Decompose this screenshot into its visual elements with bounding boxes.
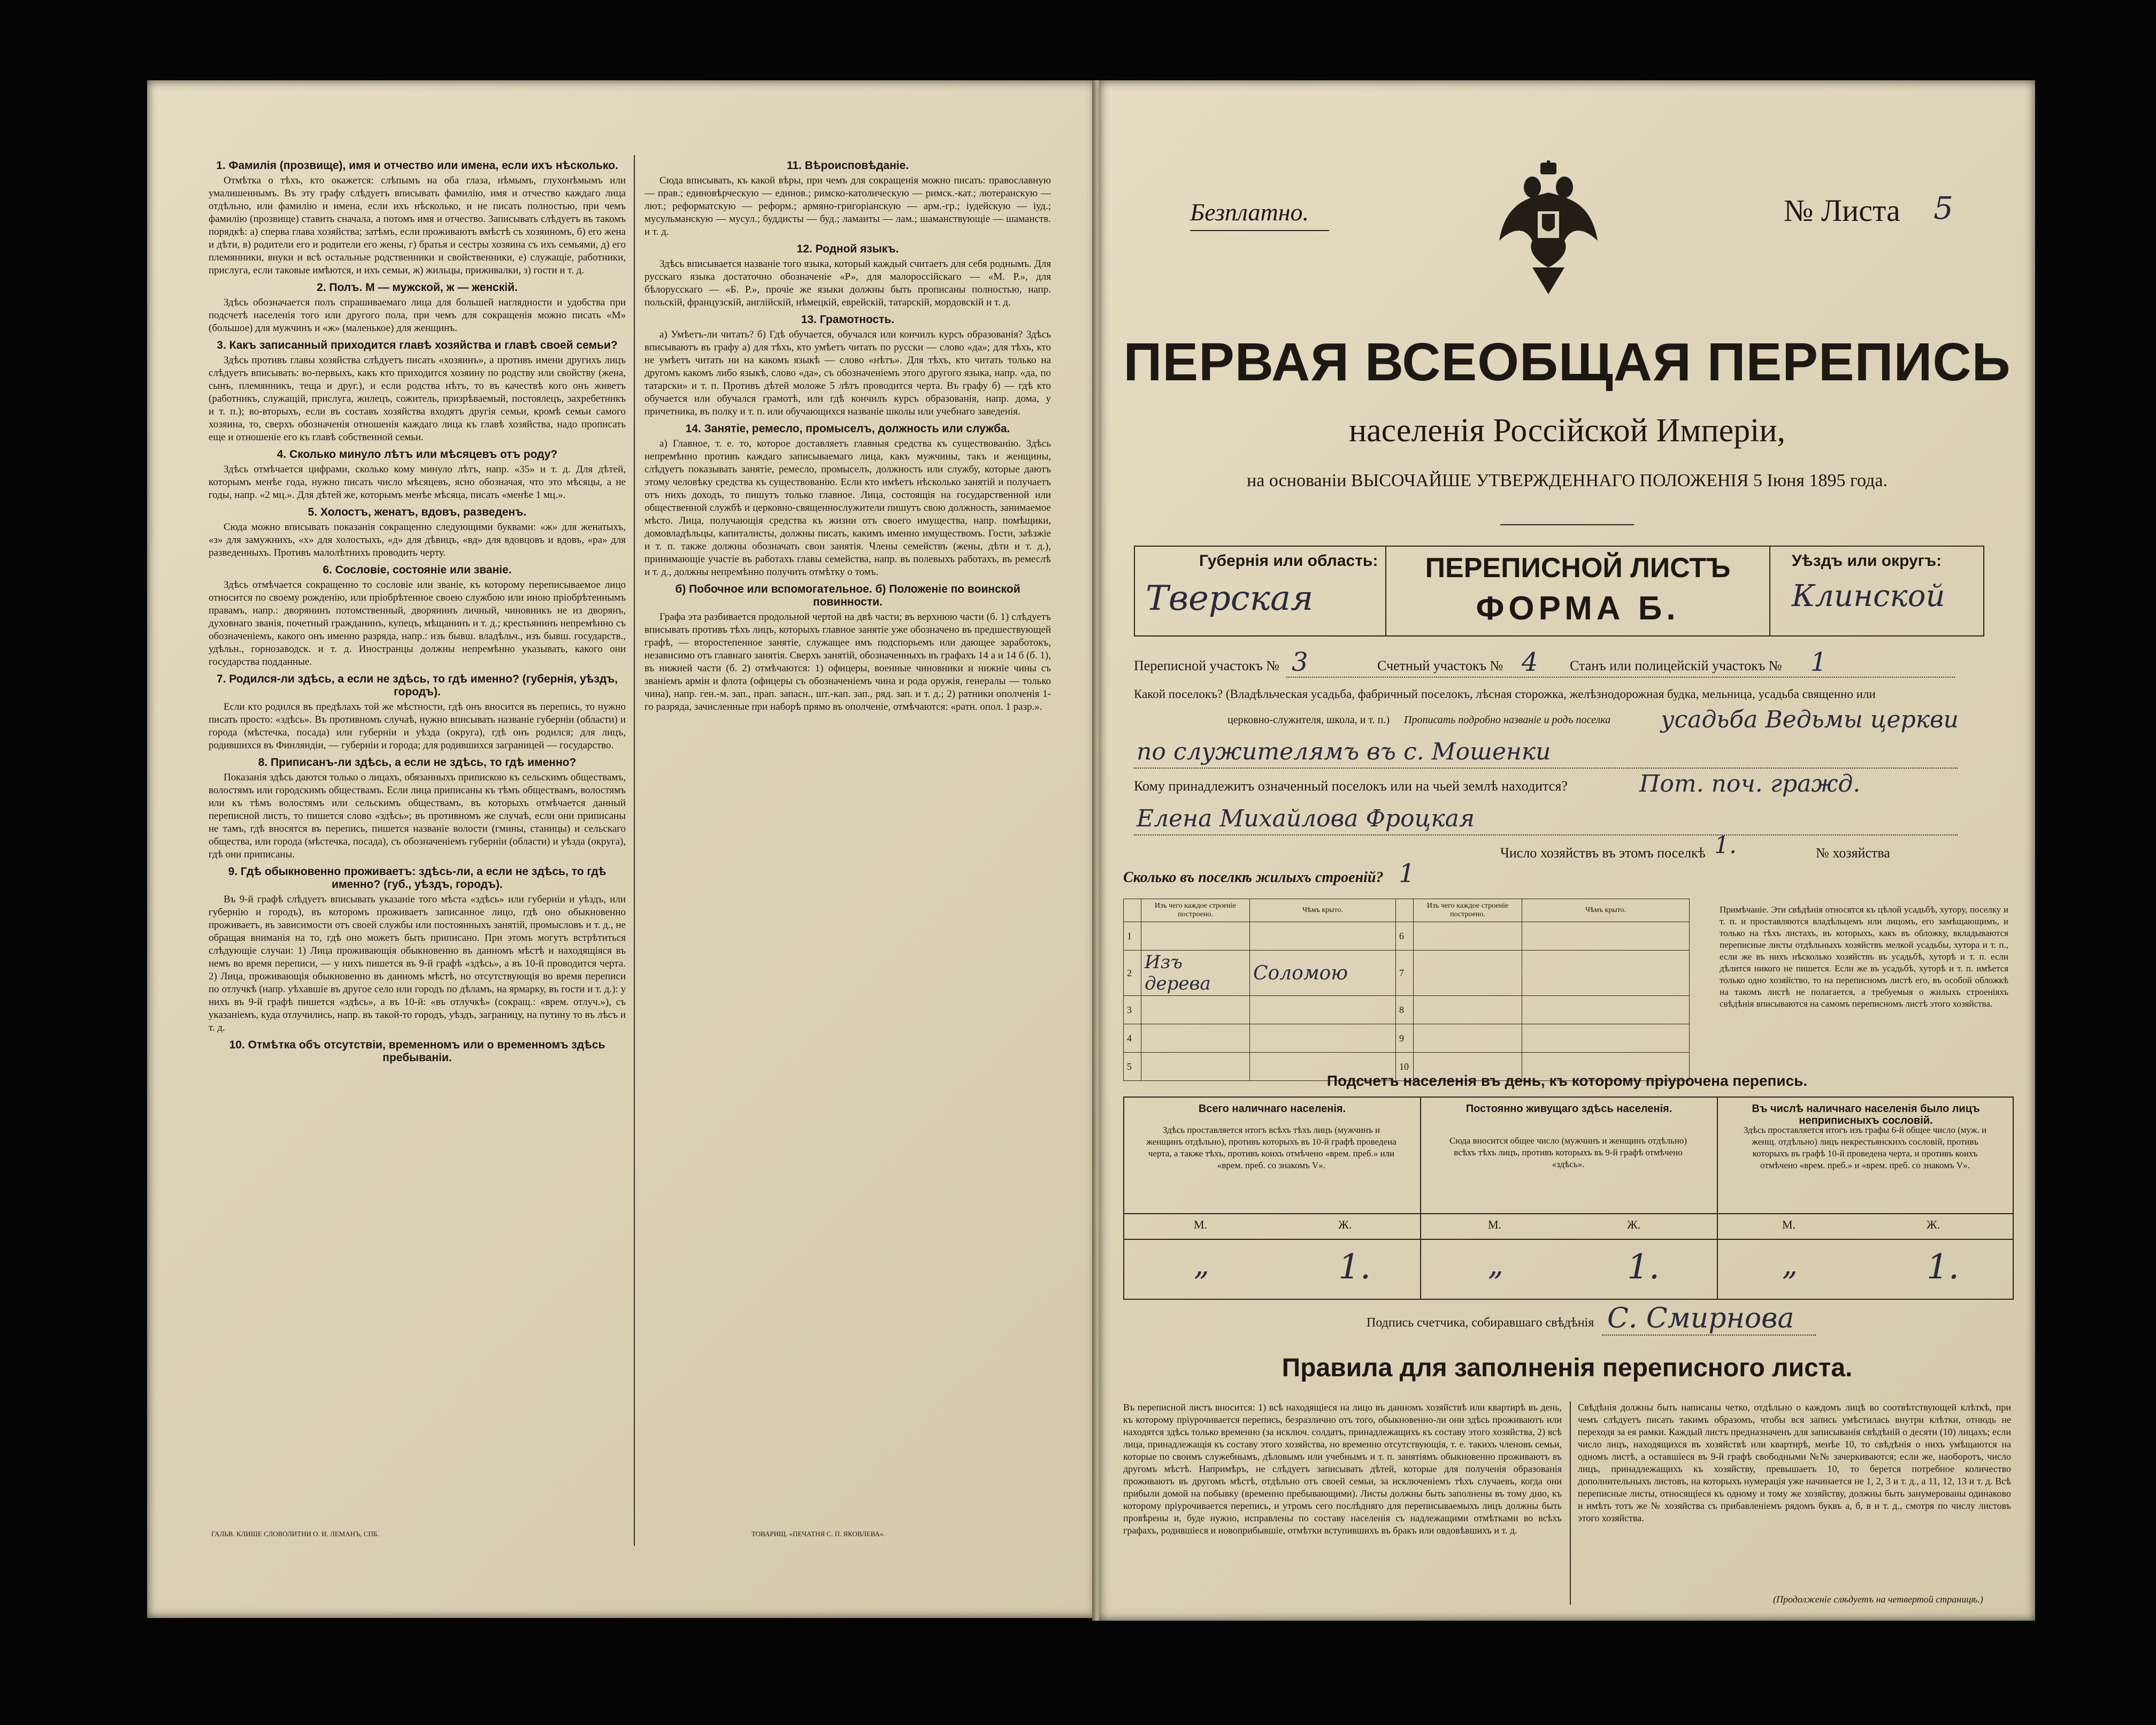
uezd-value: Клинской <box>1792 579 1945 614</box>
poselok-value: усадьба Ведьмы церкви <box>1661 706 1959 733</box>
m-label-3: М. <box>1782 1218 1796 1231</box>
participants-field-line <box>1286 677 1955 678</box>
instruction-2: 2. Полъ. М — мужской, ж — женскій. Здѣсь обозначается полъ спрашиваемаго лица для большей наглядности и удобства при подсчетѣ населенія того или другого пола, при чемъ для сокращенія можно писать «М» (большое) для мужчинъ и «ж» (маленькое) для женщинъ. <box>209 281 626 334</box>
zh-label-1: Ж. <box>1338 1218 1352 1231</box>
count-total-m: „ <box>1194 1247 1210 1282</box>
instruction-4: 4. Сколько минуло лѣтъ или мѣсяцевъ отъ роду? Здѣсь отмѣчается цифрами, сколько кому минуло лѣтъ, напр. «35» и т. д. Для дѣтей, которымъ менѣе года, нужно писать число мѣсяцевъ, ясно обозначая, что это мѣсяцы, а не годы, напр. «2 мц.». Для дѣтей же, которымъ менѣе мѣсяца, писать «менѣе 1 мц.». <box>209 448 626 501</box>
right-page <box>1099 80 2035 1621</box>
poselok-value-2: по служителямъ въ с. Мошенки <box>1137 738 1551 765</box>
count-col-3-desc: Здѣсь проставляется итогъ изъ графы 6-й общее число (муж. и женщ. отдѣльно) лицъ некрестьянскихъ сословій, противъ которыхъ въ графѣ 10-й проведена черта, и противъ коихъ отмѣчено «врем. преб.» и «врем. преб. со знакомъ V». <box>1743 1125 1987 1170</box>
free-label-underline <box>1190 230 1329 231</box>
column-divider <box>634 155 635 1546</box>
signature-label: Подпись счетчика, собиравшаго свѣдѣнія <box>1367 1316 1594 1330</box>
buildings-table <box>1123 899 1690 1081</box>
poselok-label: Какой поселокъ? (Владѣльческая усадьба, фабричный поселокъ, лѣсная сторожка, желѣзнодорожная будка, мельница, усадьба священно или <box>1134 687 1876 701</box>
komu-value-2: Елена Михайлова Фроцкая <box>1137 805 1475 832</box>
buildings-note: Примѣчаніе. Эти свѣдѣнія относятся къ цѣлой усадьбѣ, хутору, поселку и т. п. и проставляются владѣльцемъ или лицомъ, его замѣщающимъ, и только на тѣхъ листахъ, въ которыхъ, какъ въ обложку, вкладываются переписные листы отдѣльныхъ хозяйствъ мелкой усадьбы, хутора и т. п., если же въ нихъ нѣсколько хозяйствъ въ усадьбѣ, хуторѣ и т. п. если дѣлится никого не пишется. Если же въ усадьбѣ, хуторѣ и т. п. имѣется только одно хозяйство, то на переписномъ листѣ его, въ особой обложкѣ на такомъ листѣ не полагается, а требуемыя о жилыхъ строеніяхъ свѣдѣнія вписываются на самомъ переписномъ листѣ этого хозяйства. <box>1720 904 2008 1009</box>
komu-value: Пот. поч. гражд. <box>1639 770 1861 798</box>
count-col-3-title: Въ числѣ наличнаго населенія было лицъ неприписныхъ сословій. <box>1752 1103 1980 1126</box>
count-col-2-desc: Сюда вносится общее число (мужчинъ и женщинъ отдѣльно) всѣхъ тѣхъ лицъ, противъ которыхъ въ 9-й графѣ отмѣчено «здѣсь». <box>1449 1136 1687 1169</box>
stroeniy-value: 1 <box>1399 858 1415 888</box>
instructions-column-left <box>209 155 626 1492</box>
m-label-2: М. <box>1488 1218 1502 1231</box>
instruction-11: 11. Вѣроисповѣданіе. Сюда вписывать, къ какой вѣры, при чемъ для сокращенія можно писать: православную — прав.; единовѣрческую — единов.; римско-католическую — римск.-кат.; лютеранскую — лют.; реформатскую — реформ.; армяно-григоріанскую — арм.-гр.; іудейскую — іуд.; мусульманскую — мусул.; буддисты — буд.; ламаиты — лам.; шаманствующіе — шаманств. и т. д. <box>645 159 1051 237</box>
uezd-label: Уѣздъ или округъ: <box>1792 552 1942 570</box>
count-nonpeasant-m: „ <box>1782 1247 1798 1282</box>
instruction-15: б) Побочное или вспомогательное. б) Положеніе по воинской повинности. Графа эта разбивается продольной чертой на двѣ части; въ верхнюю части (б. 1) слѣдуетъ вписывать противъ тѣхъ лицъ, которыхъ главное занятіе уже обозначено въ предшествующей графѣ, — второстепенное занятіе, служащее имъ подспорьемъ или дающее заработокъ, независимо отъ главнаго занятія. Сверхъ занятій, обозначенныхъ въ графахъ 14 а и 14 б (б. 1), въ нижней части (б. 2) отмѣчаются: 1) офицеры, военные чиновники и нижніе чины съ званіемъ армін и флота (офицеры съ обозначеніемъ чина и рода оружія, генералы — только чина), напр. ген.-м. зап., прап. запасн., шт.-кап. зап., ряд. зап. и т. д.; 2) ратники ополченія 1-го разряда, зачисленные при наборѣ прямо въ ополченіе, отмѣчаются: «ратн. опол. 1 разр.». <box>645 583 1051 712</box>
building-row: 2 Изъ дерева Соломою 7 <box>1124 950 1690 996</box>
instruction-13: 13. Грамотность. а) Умѣетъ-ли читать? б) Гдѣ обучается, обучался или кончилъ курсъ образованія? Здѣсь вписываютъ въ графу а) для тѣхъ, кто умѣетъ читать по русски — слово «да»; для тѣхъ, кто не умѣетъ читать ни на какомъ языкѣ — слово «нѣтъ». Для тѣхъ, кто читать только на другомъ какомъ либо языкѣ, слово «да», съ обозначеніемъ этого другого языка, напр. «да, по татарски» и т. п. Противъ дѣтей моложе 5 лѣтъ проводится черта. Въ графу б) — гдѣ кто обучается или обучался грамотѣ, или гдѣ кончилъ курсъ образованія, напр. дома, у причетника, въ полку и т. п. или обучающихся названіе школы или учебнаго заведенія. <box>645 313 1051 417</box>
uchastok-value: 3 <box>1292 647 1308 677</box>
printer-imprint-right: ТОВАРИЩ. «ПЕЧАТНЯ С. П. ЯКОВЛЕВА». <box>751 1530 885 1538</box>
count-col-1-desc: Здѣсь проставляется итогъ всѣхъ тѣхъ лицъ (мужчинъ и женщинъ отдѣльно), противъ которыхъ въ 10-й графѣ проведена черта, а также тѣхъ, противъ коихъ отмѣчено «врем. преб.» или «врем. преб. со знакомъ V». <box>1146 1125 1397 1170</box>
stan-label: Станъ или полицейскій участокъ № <box>1570 658 1782 673</box>
count-col-1-title: Всего наличнаго населенія. <box>1198 1103 1346 1115</box>
uchastok-label: Переписной участокъ № <box>1134 658 1280 673</box>
left-page <box>147 80 1096 1618</box>
count-nonpeasant-zh: 1. <box>1927 1247 1960 1287</box>
zh-label-3: Ж. <box>1927 1218 1940 1231</box>
sheet-number-label: № Листа <box>1784 193 1900 228</box>
continued-note: (Продолженіе слѣдуетъ на четвертой страницѣ.) <box>1773 1594 1983 1605</box>
building-roof-header: Чѣмъ крыто. <box>1250 899 1396 922</box>
count-total-zh: 1. <box>1338 1247 1371 1287</box>
schetny-value: 4 <box>1522 647 1538 677</box>
hozyaistv-value: 1. <box>1714 832 1737 859</box>
gubernia-value: Тверская <box>1146 579 1314 618</box>
building-row: 5 10 <box>1124 1053 1690 1081</box>
count-permanent-zh: 1. <box>1627 1247 1660 1287</box>
printer-imprint-left: ГАЛЬВ. КЛИШЕ СЛОВОЛИТНИ О. И. ЛЕМАНЪ, СПБ. <box>211 1530 379 1538</box>
count-table <box>1123 1097 2014 1300</box>
building-roof-header-2: Чѣмъ крыто. <box>1522 899 1690 922</box>
zh-label-2: Ж. <box>1627 1218 1641 1231</box>
count-title: Подсчетъ населенія въ день, къ которому пріурочена перепись. <box>1326 1072 1808 1089</box>
hozyaistv-label: Число хозяйствъ въ этомъ поселкѣ <box>1500 845 1706 861</box>
instruction-6: 6. Сословіе, состояніе или званіе. Здѣсь отмѣчается сокращенно то сословіе или званіе, къ которому переписываемое лицо относится по своему рожденію, или пріобрѣтенное своею службою или иною пріобрѣтеннымъ правамъ, напр.: дворянинъ потомственный, дворянинъ личный, чиновникъ не из дворянъ, духовнаго званія, почетный гражданинъ, купецъ, мѣщанинъ и т. д.; крестьянинъ непремѣнно съ обозначеніемъ, какого онъ именно разряда, напр.: изъ бывш. владѣльч., изъ бывш. государств., удѣльн., горнозаводск. и т. д. Иностранцы должны непремѣнно указывать, какого они государства подданные. <box>209 564 626 668</box>
building-material-header-2: Изъ чего каждое строеніе построено. <box>1414 899 1522 922</box>
signature-field-line <box>1602 1335 1816 1336</box>
rules-title: Правила для заполненія переписного листа. <box>1282 1354 1853 1382</box>
rules-divider <box>1570 1401 1571 1605</box>
building-row: 1 6 <box>1124 922 1690 950</box>
count-col-2-title: Постоянно живущаго здѣсь населенія. <box>1466 1103 1672 1115</box>
instruction-7: 7. Родился-ли здѣсь, а если не здѣсь, то гдѣ именно? (губернія, уѣздъ, городъ). Если кто родился въ предѣлахъ той же мѣстности, гдѣ онъ вносится въ перепись, то нужно писать просто: «здѣсь». Въ противномъ случаѣ, нужно вписывать названіе губерніи (области) и города (мѣстечка, посада) или губерніи и уѣзда (округа), гдѣ онъ родился; для лицъ, родившихся въ Финляндіи, — губерніи и города; для родившихся заграницей — государство. <box>209 673 626 751</box>
instruction-3: 3. Какъ записанный приходится главѣ хозяйства и главѣ своей семьи? Здѣсь противъ главы хозяйства слѣдуетъ писать «хозяинъ», а противъ имени другихъ лицъ слѣдуетъ вписывать: во-первыхъ, какъ кто приходится хозяину по родству или свойству (жена, сынъ, племянникъ, теща и друг.), и если родства нѣтъ, то въ качествѣ кого онъ живетъ (работникъ, служащій, прислуга, жилецъ, сожитель, призрѣваемый, постоялецъ, захребетникъ и т. п.); во-вторыхъ, если въ составъ хозяйства входятъ другія семьи, кромѣ семьи самого хозяина, то, сверхъ обозначенія отношенія каждаго лица къ главѣ хозяйства, надо прописать еще и отношеніе его къ главѣ собственной семьи. <box>209 339 626 443</box>
instruction-9: 9. Гдѣ обыкновенно проживаетъ: здѣсь-ли, а если не здѣсь, то гдѣ именно? (губ., уѣздъ, городъ). Въ 9-й графѣ слѣдуетъ вписывать указаніе того мѣста «здѣсь» или губерніи и уѣздъ, или губернію и городъ), въ которомъ проживаетъ записанное лицо, гдѣ оно обыкновенно проживаетъ, въ зависимости отъ своей службы или постоянныхъ занятій, промысловъ и т. д., не обращая вниманія на то, гдѣ оно можетъ быть приписано. При этомъ могутъ встрѣтиться слѣдующіе случаи: 1) Лица проживающія обыкновенно въ данномъ мѣстѣ и находящіяся въ немъ во время переписи, — у нихъ пишется въ 9-й графѣ «здѣсь», а въ 10-й проводится черта. 2) Лица, проживающія обыкновенно въ данномъ мѣстѣ, но отсутствующія во время переписи по отлучкѣ (напр. уѣхавшіе въ другое село или городъ по дѣламъ, на ярмарку, въ гости и т. д.): у нихъ въ 9-й графѣ пишется «здѣсь», а въ 10-й: «въ отлучкѣ» (сокращ.: «врем. отлуч.»), съ указаніемъ, куда отлучились, напр. въ такой-то городъ, уѣздъ, заграницу, на путину то въ лѣсъ и т. д. <box>209 865 626 1033</box>
poselok-label-2: церковно-служителя, школа, и т. п.) <box>1227 714 1390 726</box>
building-row: 4 9 <box>1124 1024 1690 1053</box>
form-title-box <box>1385 546 1770 637</box>
instructions-column-right <box>645 155 1051 1492</box>
gubernia-label: Губернія или область: <box>1199 552 1378 570</box>
instruction-12: 12. Родной языкъ. Здѣсь вписывается названіе того языка, который каждый считаетъ для себя роднымъ. Для русскаго языка достаточно обозначеніе «Р», для малороссійскаго — «М. Р.», для бѣлорусскаго — «Б. Р.», прочіе же языки должны быть прописаны полностью, напр. польскій, французскій, англійскій, нѣмецкій, еврейскій, татарскій, мордовскій и т. д. <box>645 243 1051 308</box>
instruction-5: 5. Холостъ, женатъ, вдовъ, разведенъ. Сюда можно вписывать показанія сокращенно следующими буквами: «ж» для женатыхъ, «з» для замужнихъ, «х» для холостыхъ, «д» для дѣвицъ, «вд» для вдовцовъ и вдовъ, «ра» для разведенныхъ. Противъ малолѣтнихъ проводить черту. <box>209 506 626 558</box>
schetny-label: Счетный участокъ № <box>1377 658 1503 673</box>
hoz-no-label: № хозяйства <box>1816 845 1890 861</box>
komu-label: Кому принадлежитъ означенный поселокъ или на чьей землѣ находится? <box>1134 778 1568 794</box>
sheet-number-value: 5 <box>1934 190 1953 226</box>
instruction-8: 8. Приписанъ-ли здѣсь, а если не здѣсь, то гдѣ именно? Показанія здѣсь даются только о лицахъ, обязанныхъ припискою къ сельскимъ обществамъ, волостямъ или городскимъ обществамъ. Если лица приписаны къ тѣмъ обществамъ, волостямъ или къ тѣмъ волостямъ или сельскимъ обществамъ, въ которыхъ отмѣчается данный переписной листъ, то пишется слово «здѣсь»; въ противномъ же случаѣ, если они приписаны не тамъ, гдѣ вносятся въ перепись, пишется названіе волости (гмины, станицы) и сельскаго общества, или города (мѣстечка, посада), съ обозначеніемъ губерніи (области) и уѣзда (округа), гдѣ они приписаны. <box>209 756 626 860</box>
instruction-1: 1. Фамилія (прозвище), имя и отчество или имена, если ихъ нѣсколько. Отмѣтка о тѣхъ, кто окажется: слѣпымъ на оба глаза, нѣмымъ, глухонѣмымъ или умалишеннымъ. Въ эту графу слѣдуетъ вписывать фамилію, имя и отчество каждаго лица отдѣльно, или фамилію и имена, если ихъ нѣсколько, и не писать полностью, при чемъ фамилію (прозвище) ставить сначала, а потомъ имя и отчество. Записывать слѣдуетъ въ такомъ порядкѣ: а) сперва глава хозяйства; затѣмъ, если проживаютъ вмѣстѣ съ хозяиномъ, б) его жена и дѣти, в) родители его и родители его жены, г) братья и сестры хозяина съ ихъ семьями, д) его племянники, внуки и всѣ остальные родственники и свойственники, е) служащіе, работники, прислуга, если таковые имѣются, и ихъ семьи, ж) жильцы, приживалки, з) гости и т. д. <box>209 159 626 276</box>
signature-value: С. Смирнова <box>1607 1302 1794 1335</box>
instruction-14: 14. Занятіе, ремесло, промыселъ, должность или служба. а) Главное, т. е. то, которое доставляетъ главныя средства къ существованію. Здѣсь непремѣнно противъ каждаго записываемаго лица, какъ мужчины, такъ и женщины, слѣдуетъ показывать занятіе, ремесло, промыселъ, должность или службу, которые даютъ этому человѣку средства къ существованію. Если кто имѣетъ нѣсколько занятій и получаетъ отъ нихъ доходъ, то пишутъ только главное. Лица, состоящія на государственной или общественной службѣ и церковно-священнослужители пишутъ свою должность, занимаемое мѣсто. Лица, получающія средства къ жизни отъ своего имущества, напр. помѣщики, домовладѣльцы, капиталисты, должны писать, какимъ именно имуществомъ. Гости, заѣзжіе и т. п. также должны обозначать свои занятія. Члены семействъ (жены, дѣти и т. д.), принимающіе участіе въ работахъ главы семейства, напр. въ полевыхъ работахъ, въ ремеслѣ и т. д., должны непремѣнно получить отмѣтку о томъ. <box>645 423 1051 578</box>
building-material-header: Изъ чего каждое строеніе построено. <box>1141 899 1250 922</box>
building-row: 3 8 <box>1124 996 1690 1024</box>
free-label: Безплатно. <box>1190 198 1309 226</box>
stan-value: 1 <box>1810 647 1827 677</box>
rules-left: Въ переписной листъ вносится: 1) всѣ находящіеся на лицо въ данномъ хозяйствѣ или квартирѣ въ день, къ которому пріурочивается перепись, безразлично отъ того, обыкновенно-ли они здѣсь проживаютъ или находятся здѣсь только временно (за исключ. солдатъ, принадлежащихъ къ составу этого хозяйства, 2) всѣ лица, принадлежащія къ составу этого хозяйства, но временно отсутствующія, т. е. такихъ членовъ семьи, которые по своимъ служебнымъ, дѣловымъ или учебнымъ и т. п. занятіямъ обыкновенно проживаютъ въ другомъ мѣстѣ. Напримѣръ, не слѣдуетъ записывать дѣтей, которые для полученія образованія проживаютъ въ другомъ мѣстѣ, отдѣльно отъ своей семьи, за исключеніемъ тѣхъ случаевъ, когда они прибыли домой на побывку (временно пребывающими). Листы должны быть заполнены въ тому дню, къ которому пріурочивается перепись, и утромъ сего послѣдняго для переписываемыхъ лицъ должны быть провѣрены и, буде нужно, исправлены по составу населенія съ надлежащими отмѣтками во всѣхъ графахъ, родившіеся и новоприбывшіе, отмѣтки вступившихъ въ бракъ или овдовѣвшихъ и т. д. <box>1123 1402 1562 1536</box>
m-label-1: М. <box>1194 1218 1208 1231</box>
uezd-box <box>1770 546 1984 637</box>
form-name: ФОРМА Б. <box>1476 590 1680 627</box>
poselok-field-line <box>1134 768 1958 769</box>
gubernia-box <box>1134 546 1385 637</box>
census-basis: на основаніи ВЫСОЧАЙШЕ УТВЕРЖДЕННАГО ПОЛОЖЕНІЯ 5 Іюня 1895 года. <box>1247 471 1888 490</box>
poselok-instruction: Прописать подробно названіе и родъ поселка <box>1404 714 1611 726</box>
instruction-10: 10. Отмѣтка объ отсутствіи, временномъ или о временномъ здѣсь пребываніи. <box>229 1039 605 1064</box>
count-permanent-m: „ <box>1488 1247 1504 1282</box>
form-title: ПЕРЕПИСНОЙ ЛИСТЪ <box>1425 553 1731 584</box>
komu-field-line <box>1134 834 1958 835</box>
stroeniy-label: Сколько въ поселкѣ жилыхъ строеній? <box>1123 869 1384 886</box>
rules-right: Свѣдѣнія должны быть написаны четко, отдѣльно о каждомъ лицѣ во соотвѣтствующей клѣткѣ, при чемъ слѣдуетъ писать такимъ образомъ, чтобы вся запись умѣстилась внутри клѣтки, отнюдь не переходя за ея рамки. Каждый листъ предназначенъ для записыванія свѣдѣній о десяти (10) лицахъ; если число лицъ, находящихся въ хозяйствѣ или квартирѣ, менѣе 10, то свѣдѣнія о нихъ умѣщаются на одномъ листѣ, а оставшіеся въ 9-й графѣ свободными №№ зачеркиваются; если же, наоборотъ, число лицъ, принадлежащихъ къ хозяйству, превышаетъ 10, то берется потребное количество дополнительныхъ листовъ, на которыхъ нумерація уже начинается не 1, 2, 3 и т. д., а 11, 12, 13 и т. д. Всѣ переписные листы, относящіеся къ одному и тому же хозяйству, должны быть занумерованы одинаково и имѣть тотъ же № хозяйства съ прибавленіемъ рядомъ буквъ а, б, в и т. д., смотря по числу листовъ этого хозяйства. <box>1578 1402 2011 1523</box>
title-rule <box>1500 524 1634 525</box>
imperial-eagle-emblem <box>1495 160 1602 300</box>
census-subtitle: населенія Россійской Имперіи, <box>1348 412 1786 449</box>
census-title: ПЕРВАЯ ВСЕОБЩАЯ ПЕРЕПИСЬ <box>1123 332 2011 392</box>
